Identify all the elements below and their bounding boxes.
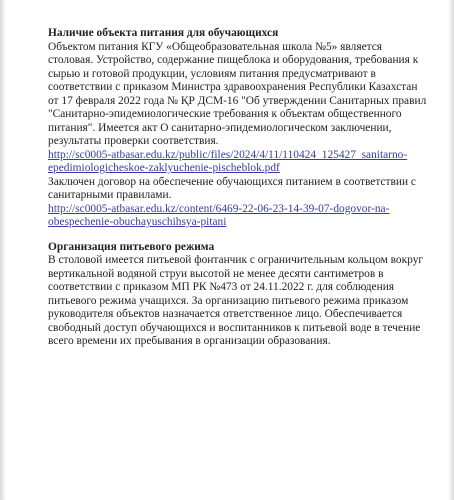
text-line: руководителя объектов назначается ответственное лицо. Обеспечивается <box>48 308 403 320</box>
section-title-drinking-regime: Организация питьевого режима <box>48 240 215 253</box>
section-spacer <box>48 230 438 241</box>
link-line[interactable]: epedimiologicheskoe-zaklyuchenie-pischeblok.pdf <box>48 162 280 174</box>
text-line: столовая. Устройство, содержание пищеблока и оборудования, требования к <box>48 54 419 66</box>
link-line[interactable]: http://sc0005-atbasar.edu.kz/content/6469-22-06-23-14-39-07-dogovor-na- <box>48 202 390 215</box>
text-line: всего времени их пребывания в организации образования. <box>48 335 331 347</box>
text-line: соответствии с приказом МП РК №473 от 24.11.2022 г. для соблюдения <box>48 281 395 293</box>
text-line: "Санитарно-эпидемиологические требования к объектам общественного <box>48 108 402 120</box>
text-line: вертикальной водяной струи высотой не менее десяти сантиметров в <box>48 267 384 280</box>
text-line: результаты проверки соответствия. <box>48 135 219 147</box>
text-line: свободный доступ обучающихся и воспитанников к питьевой воде в течение <box>48 321 421 334</box>
drinking-regime-description <box>48 254 438 349</box>
text-line: сырью и готовой продукции, условиям питания предусматривают в <box>48 67 376 80</box>
text-line: питания". Имеется акт О санитарно-эпидемиологическом заключении, <box>48 121 392 134</box>
text-line: Заключен договор на обеспечение обучающихся питанием в соответствии с <box>48 175 416 188</box>
right-page-edge <box>448 0 454 500</box>
food-contract-description <box>48 176 438 203</box>
left-page-edge <box>0 0 6 500</box>
text-line: от 17 февраля 2022 года № ҚР ДСМ-16 "Об утверждении Санитарных правил <box>48 94 427 107</box>
text-line: соответствии с приказом Министра здравоохранения Республики Казахстан <box>48 81 418 93</box>
document-page <box>48 27 438 349</box>
link-line[interactable]: http://sc0005-atbasar.edu.kz/public/files/2024/4/11/110424_125427_sanitarno- <box>48 148 408 161</box>
sanitary-conclusion-link[interactable] <box>48 149 438 176</box>
text-line: Объектом питания КГУ «Общеобразовательная школа №5» является <box>48 40 383 53</box>
section-title-food-facility: Наличие объекта питания для обучающихся <box>48 27 279 39</box>
food-facility-description <box>48 41 438 149</box>
food-contract-link[interactable] <box>48 203 438 230</box>
text-line: питьевого режима учащихся. За организацию питьевого режима приказом <box>48 294 409 307</box>
text-line: В столовой имеется питьевой фонтанчик с ограничительным кольцом вокруг <box>48 254 424 266</box>
link-line[interactable]: obespechenie-obuchayuschihsya-pitani <box>48 216 227 228</box>
text-line: санитарными правилами. <box>48 189 172 201</box>
